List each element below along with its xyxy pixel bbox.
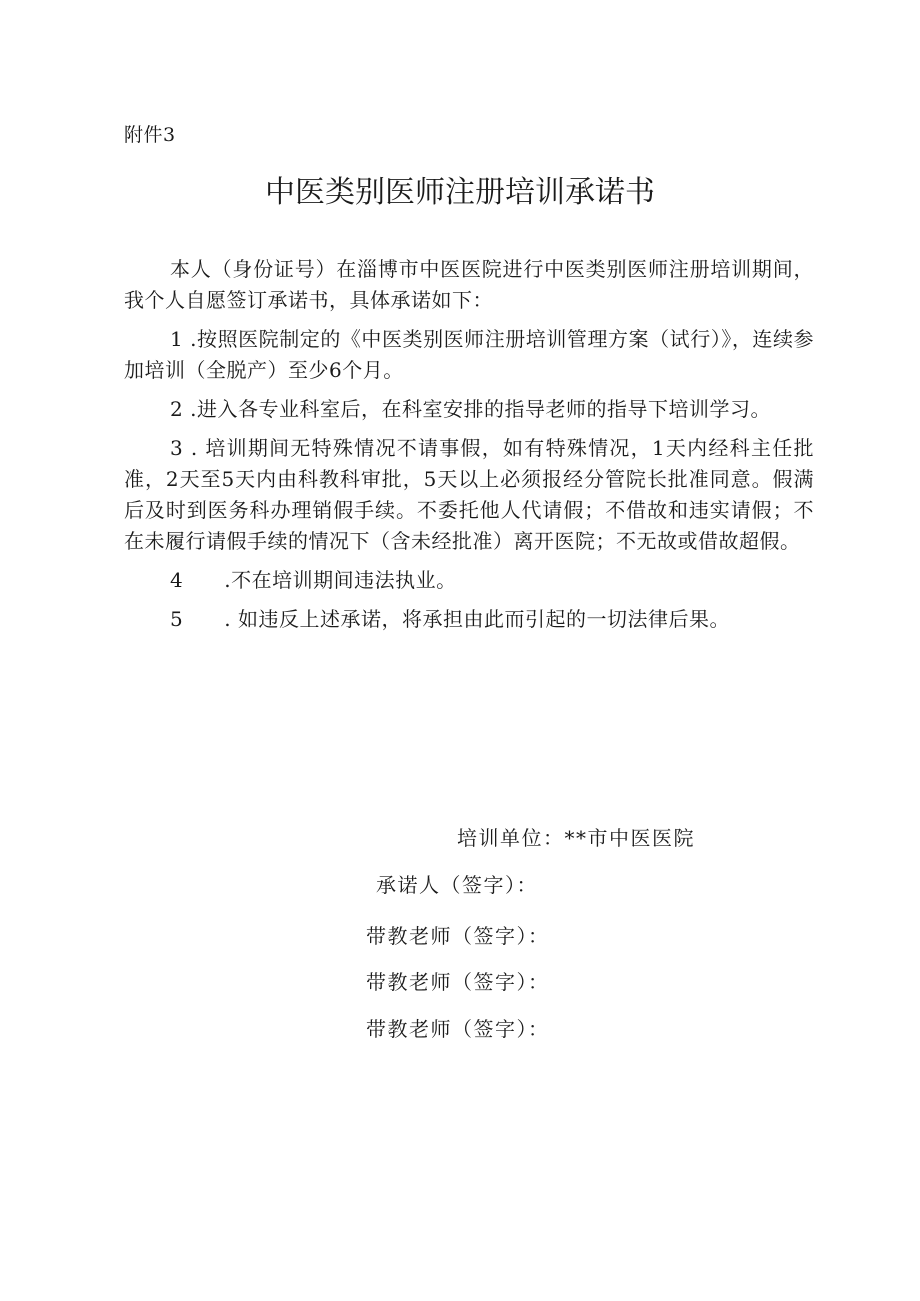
promise-item-2: 2 .进入各专业科室后，在科室安排的指导老师的指导下培训学习。 (170, 397, 771, 421)
promise-item-1: 1 .按照医院制定的《中医类别医师注册培训管理方案（试行）》，连续参加培训（全脱产）至少6个月。 (124, 327, 814, 382)
document-body (124, 254, 814, 643)
attachment-label: 附件3 (124, 124, 176, 146)
promise-item-3: 3 . 培训期间无特殊情况不请事假，如有特殊情况，1天内经科主任批准，2天至5天内由科教科审批，5天以上必须报经分管院长批准同意。假满后及时到医务科办理销假手续。不委托他人代请假；不借故和违实请假；不在未履行请假手续的情况下（含未经批准）离开医院；不无故或借故超假。 (124, 436, 814, 553)
teacher-signature-line-1: 带教老师（签字）： (366, 924, 550, 948)
training-unit-line: 培训单位：**市中医医院 (457, 826, 695, 850)
intro-paragraph: 本人（身份证号）在淄博市中医医院进行中医类别医师注册培训期间，我个人自愿签订承诺书，具体承诺如下： (124, 257, 814, 312)
promisor-signature-line: 承诺人（签字）： (376, 873, 538, 897)
document-title: 中医类别医师注册培训承诺书 (265, 175, 655, 210)
promise-item-5: 5 . 如违反上述承诺，将承担由此而引起的一切法律后果。 (170, 607, 730, 631)
teacher-signature-line-3: 带教老师（签字）： (366, 1017, 550, 1041)
teacher-signature-line-2: 带教老师（签字）： (366, 970, 550, 994)
promise-item-4: 4 .不在培训期间违法执业。 (170, 568, 457, 592)
